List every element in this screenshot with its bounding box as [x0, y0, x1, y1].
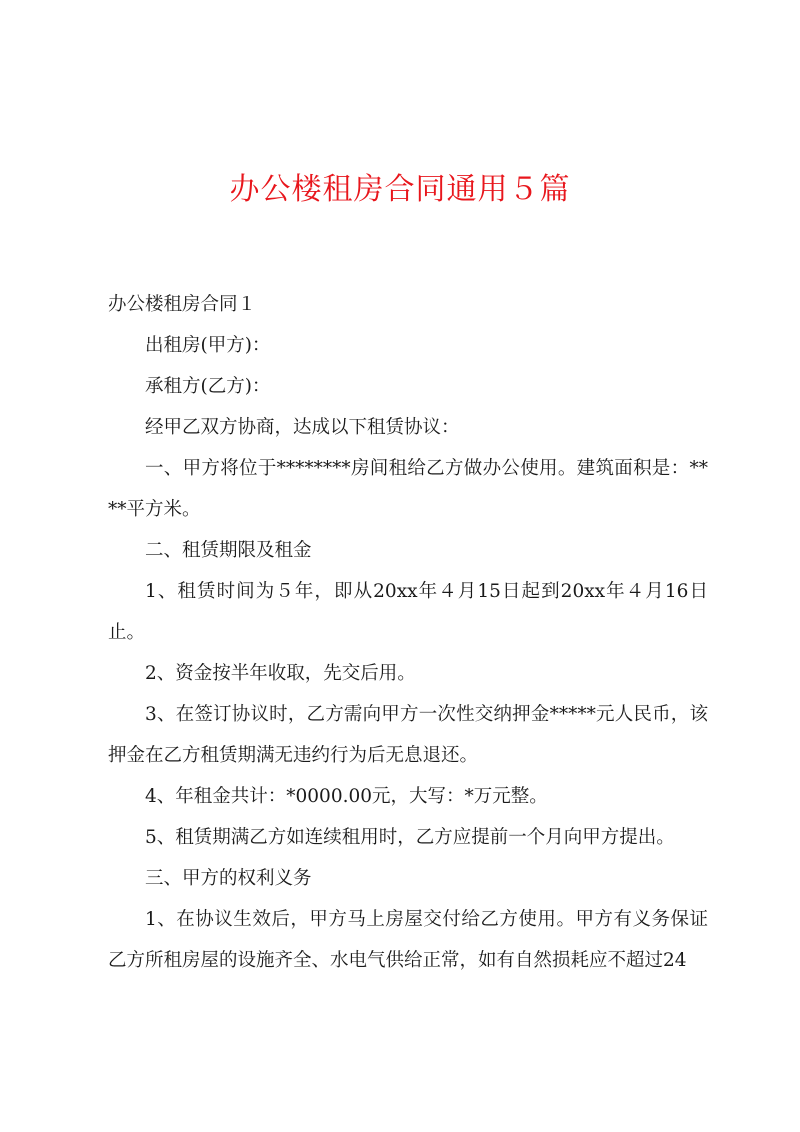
paragraph-lessor-duties: 1、在协议生效后，甲方马上房屋交付给乙方使用。甲方有义务保证乙方所租房屋的设施齐全、水电气供给正常，如有自然损耗应不超过24 [108, 909, 708, 971]
paragraph-annual-rent: 4、年租金共计：*0000.00元，大写：*万元整。 [145, 786, 548, 807]
document-body [108, 284, 708, 981]
paragraph-clause-3-heading: 三、甲方的权利义务 [145, 868, 312, 889]
paragraph-agreement-intro: 经甲乙双方协商，达成以下租赁协议： [145, 417, 460, 438]
paragraph-clause-1: 一、甲方将位于********房间租给乙方做办公使用。建筑面积是：****平方米。 [108, 458, 708, 520]
paragraph-term: 1、租赁时间为５年，即从20xx年４月15日起到20xx年４月16日止。 [108, 581, 708, 643]
paragraph-lessee: 承租方(乙方)： [145, 376, 271, 397]
paragraph-deposit: 3、在签订协议时，乙方需向甲方一次性交纳押金*****元人民币，该押金在乙方租赁期满无违约行为后无息退还。 [108, 704, 708, 766]
paragraph-payment: 2、资金按半年收取，先交后用。 [145, 663, 416, 684]
paragraph-clause-2-heading: 二、租赁期限及租金 [145, 540, 312, 561]
document-title: 办公楼租房合同通用５篇 [229, 172, 571, 207]
paragraph-renewal: 5、租赁期满乙方如连续租用时，乙方应提前一个月向甲方提出。 [145, 827, 675, 848]
paragraph-lessor: 出租房(甲方)： [145, 335, 271, 356]
section-title: 办公楼租房合同１ [108, 294, 257, 315]
